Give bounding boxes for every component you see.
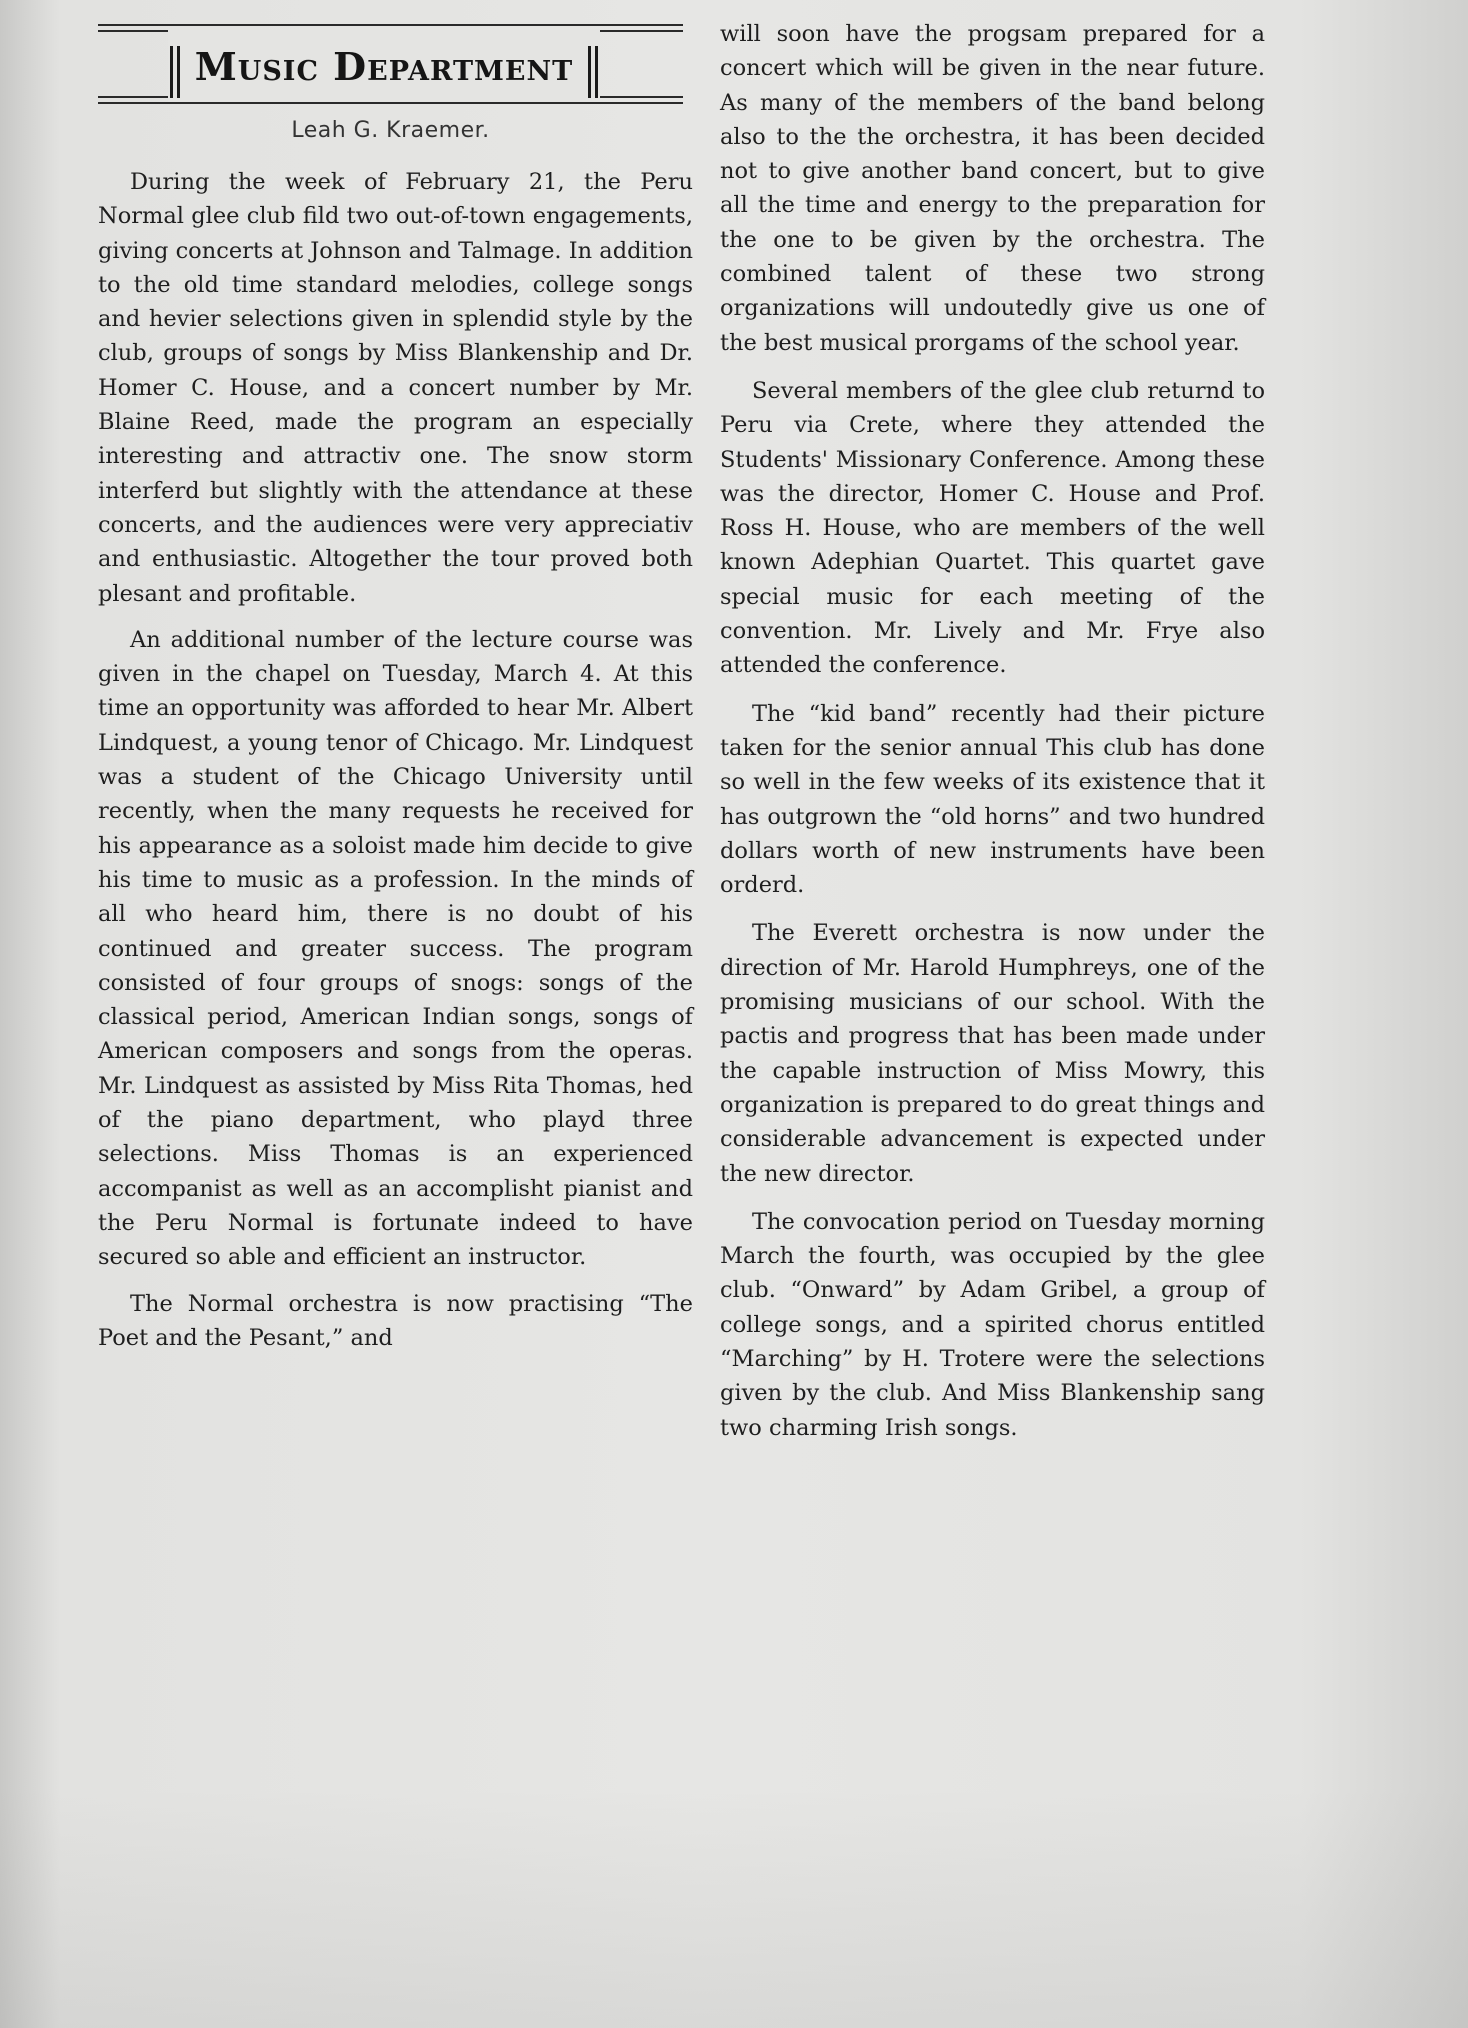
paragraph: The Normal orchestra is now practising “The Poet and the Pesant,” and [98,1290,693,1351]
section-title: Music Department [194,43,574,89]
title-bar-right [588,46,598,98]
paragraph: Several members of the glee club returnd to Peru via Crete, where they attended the Students' Missionary Conference. Among these was the director, Homer C. House and Prof. Ross H. House, who are members of the well known Adephian Quartet. This quartet gave special music for each meeting of the convention. Mr. Lively and Mr. Frye also attended the conference. [720,377,1265,679]
title-box [168,30,600,102]
right-column-text [720,17,1265,1459]
header-rule [98,24,683,26]
paragraph-continued: will soon have the progsam prepared for a concert which will be given in the near future. As many of the members of the band belong also to the the orchestra, it has been decided not to give another band concert, but to give all the time and energy to the preparation for the one to be given by the orchestra. The combined talent of these two strong organizations will undoutedly give us one of the best musical prorgams of the school year. [720,21,1265,356]
title-bar-left [170,46,180,98]
paragraph: The “kid band” recently had their picture taken for the senior annual This club has done so well in the few weeks of its existence that it has outgrown the “old horns” and two hundred dollars worth of new instruments have been orderd. [720,700,1265,899]
paragraph: An additional number of the lecture course was given in the chapel on Tuesday, March 4. At this time an opportunity was afforded to hear Mr. Albert Lindquest, a young tenor of Chicago. Mr. Lindquest was a student of the Chicago University until recently, when the many requests he received for his appearance as a soloist made him decide to give his time to music as a profession. In the minds of all who heard him, there is no doubt of his continued and greater success. The program consisted of four groups of snogs: songs of the classical period, American Indian songs, songs of American composers and songs from the operas. Mr. Lindquest as assisted by Miss Rita Thomas, hed of the piano department, who playd three selections. Miss Thomas is an experienced accompanist as well as an accomplisht pianist and the Peru Normal is fortunate indeed to have secured so able and efficient an instructor. [98,626,693,1271]
left-column-text [98,165,693,1367]
paragraph: The convocation period on Tuesday morning March the fourth, was occupied by the glee club. “Onward” by Adam Gribel, a group of college songs, and a spirited chorus entitled “Marching” by H. Trotere were the selections given by the club. And Miss Blankenship sang two charming Irish songs. [720,1208,1265,1441]
paragraph: During the week of February 21, the Peru Normal glee club fild two out-of-town engagements, giving concerts at Johnson and Talmage. In addition to the old time standard melodies, college songs and hevier selections given in splendid style by the club, groups of songs by Miss Blankenship and Dr. Homer C. House, and a concert number by Mr. Blaine Reed, made the program an especially interesting and attractiv one. The snow storm interferd but slightly with the attendance at these concerts, and the audiences were very appreciativ and enthusiastic. Altogether the tour proved both plesant and profitable. [98,169,693,607]
author-byline: Leah G. Kraemer. [291,118,490,143]
section-header [98,20,683,114]
paragraph: The Everett orchestra is now under the direction of Mr. Harold Humphreys, one of the promising musicians of our school. With the pactis and progress that has been made under the capable instruction of Miss Mowry, this organization is prepared to do great things and considerable advancement is expected under the new director. [720,920,1265,1187]
header-rule [98,102,683,104]
